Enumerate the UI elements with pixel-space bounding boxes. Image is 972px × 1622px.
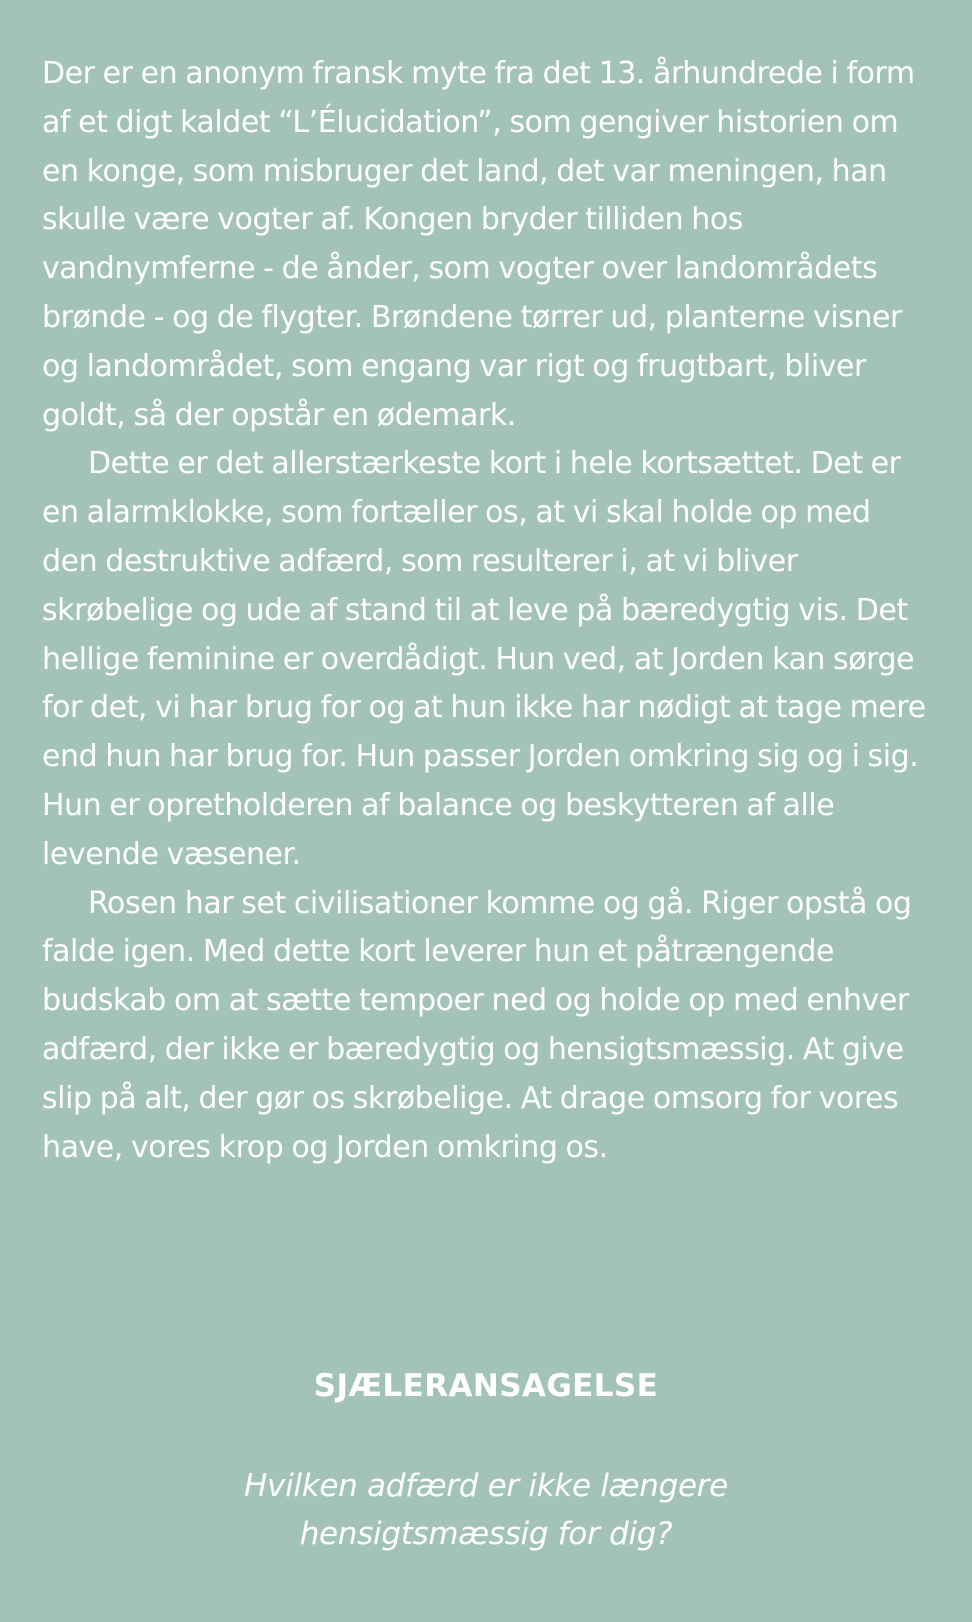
section-heading: SJÆLERANSAGELSE: [313, 1368, 659, 1404]
paragraph-rose-message: Rosen har set civilisationer komme og gå. Riger opstå og falde igen. Med dette kort leverer hun et påtrængende budskab om at sætte tempoer ned og holde op med enhver adfærd, der ikke er bæredygtig og hensigtsmæssig. At give slip på alt, der gør os skrøbelige. At drage omsorg for vores have, vores krop og Jorden omkring os.: [42, 885, 912, 1165]
body-text: [42, 50, 930, 1172]
reflection-question-line-1: Hvilken adfærd er ikke længere: [244, 1468, 728, 1504]
paragraph-myth: Der er en anonym fransk myte fra det 13. århundrede i form af et digt kaldet “L’Élucidation”, som gengiver historien om en konge, som misbruger det land, det var meningen, han skulle være vogter af. Kongen bryder tilliden hos vandnymferne - de ånder, som vogter over landområdets brønde - og de flygter. Brøndene tørrer ud, planterne visner og landområdet, som engang var rigt og frugtbart, bliver goldt, så der opstår en ødemark.: [42, 56, 915, 433]
reflection-question-line-2: hensigtsmæssig for dig?: [299, 1516, 673, 1552]
paragraph-card-meaning: Dette er det allerstærkeste kort i hele kortsættet. Det er en alarmklokke, som fortæller os, at vi skal holde op med den destruktive adfærd, som resulterer i, at vi bliver skrøbelige og ude af stand til at leve på bæredygtig vis. Det hellige feminine er overdådigt. Hun ved, at Jorden kan sørge for det, vi har brug for og at hun ikke har nødigt at tage mere end hun har brug for. Hun passer Jorden omkring sig og i sig. Hun er opretholderen af balance og beskytteren af alle levende væsener.: [42, 446, 926, 872]
reflection-question: [0, 1462, 972, 1558]
